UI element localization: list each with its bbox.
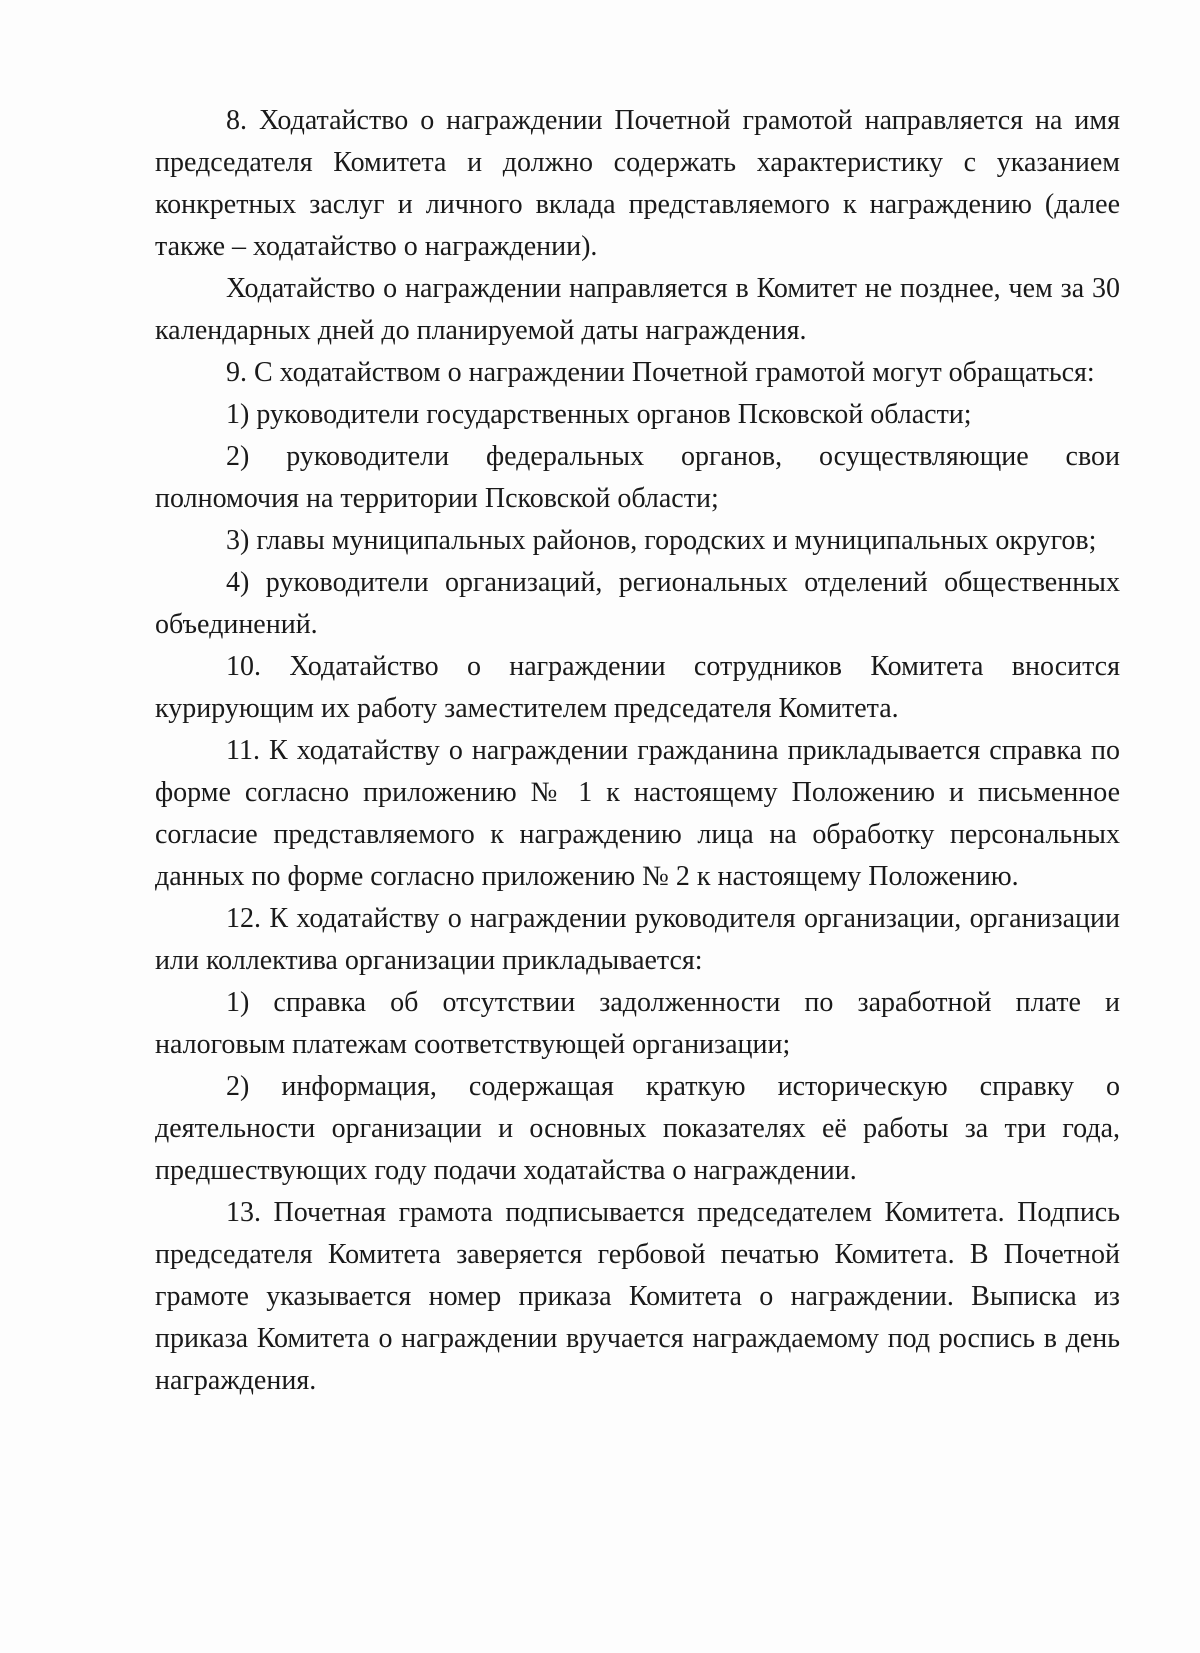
paragraph-9: 9. С ходатайством о награждении Почетной грамотой могут обращаться: xyxy=(226,357,1095,388)
paragraph-8: 8. Ходатайство о награждении Почетной грамотой направляется на имя председателя Комитета и должно содержать характеристику с указанием конкретных заслуг и личного вклада представляемого к награждению (далее также – ходатайство о награждении). xyxy=(155,105,1120,262)
list-item-9-3: 3) главы муниципальных районов, городских и муниципальных округов; xyxy=(226,525,1097,556)
list-item-9-2: 2) руководители федеральных органов, осуществляющие свои полномочия на территории Псковской области; xyxy=(155,441,1120,514)
list-item-12-2: 2) информация, содержащая краткую историческую справку о деятельности организации и основных показателях её работы за три года, предшествующих году подачи ходатайства о награждении. xyxy=(155,1071,1120,1186)
paragraph-10: 10. Ходатайство о награждении сотрудников Комитета вносится курирующим их работу заместителем председателя Комитета. xyxy=(155,651,1120,724)
paragraph-12: 12. К ходатайству о награждении руководителя организации, организации или коллектива организации прикладывается: xyxy=(155,903,1120,976)
paragraph-13: 13. Почетная грамота подписывается председателем Комитета. Подпись председателя Комитета заверяется гербовой печатью Комитета. В Почетной грамоте указывается номер приказа Комитета о награждении. Выписка из приказа Комитета о награждении вручается награждаемому под роспись в день награждения. xyxy=(155,1197,1120,1396)
list-item-12-1: 1) справка об отсутствии задолженности по заработной плате и налоговым платежам соответствующей организации; xyxy=(155,987,1120,1060)
paragraph-8-deadline: Ходатайство о награждении направляется в Комитет не позднее, чем за 30 календарных дней до планируемой даты награждения. xyxy=(155,273,1120,346)
list-item-9-1: 1) руководители государственных органов Псковской области; xyxy=(226,399,972,430)
paragraph-11: 11. К ходатайству о награждении гражданина прикладывается справка по форме согласно приложению № 1 к настоящему Положению и письменное согласие представляемого к награждению лица на обработку персональных данных по форме согласно приложению № 2 к настоящему Положению. xyxy=(155,735,1120,892)
document-body xyxy=(155,100,1120,1402)
list-item-9-4: 4) руководители организаций, региональных отделений общественных объединений. xyxy=(155,567,1120,640)
